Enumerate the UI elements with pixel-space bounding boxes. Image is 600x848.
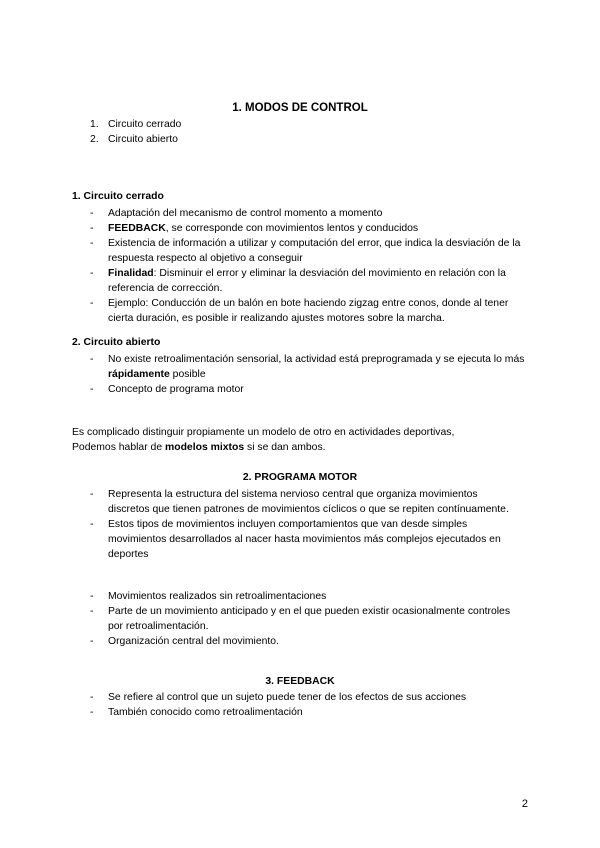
dash-bullet: - [90,606,94,617]
finalidad-term: Finalidad [108,268,154,279]
dash-bullet: - [90,636,94,647]
dash-bullet: - [90,354,94,365]
circuito-abierto-list [90,352,530,397]
dash-bullet: - [90,591,94,602]
dash-bullet: - [90,489,94,500]
list-item: - Ejemplo: Conducción de un balón en bote haciendo zigzag entre conos, donde al tener cierta duración, es posible ir realizando ajustes motores sobre la marcha. [90,298,509,324]
circuito-cerrado-list [90,206,530,326]
heading-modos-de-control: 1. MODOS DE CONTROL [232,102,368,114]
toc-label: Circuito abierto [108,134,178,145]
dash-bullet: - [90,208,94,219]
dash-bullet: - [90,268,94,279]
list-item: - No existe retroalimentación sensorial, la actividad está preprogramada y se ejecuta lo más rápidamente posible [90,354,525,380]
feedback-term: FEEDBACK [108,223,166,234]
dash-bullet: - [90,692,94,703]
toc-number: 1. [90,119,99,130]
programa-motor-list-2 [90,589,510,649]
page-number: 2 [521,798,528,810]
programa-motor-list [90,487,510,562]
dash-bullet: - [90,238,94,249]
list-item: - Estos tipos de movimientos incluyen comportamientos que van desde simples movimientos desarrollados al nacer hasta movimientos más complejos ejecutados en deportes [90,519,501,560]
list-item: - Parte de un movimiento anticipado y en el que pueden existir ocasionalmente controles por retroalimentación. [90,606,511,632]
toc-label: Circuito cerrado [108,119,182,130]
heading-programa-motor: 2. PROGRAMA MOTOR [242,472,358,483]
toc-list [90,117,181,147]
list-item: - Finalidad: Disminuir el error y eliminar la desviación del movimiento en relación con la referencia de corrección. [90,268,506,294]
heading-feedback: 3. FEEDBACK [265,676,335,687]
dash-bullet: - [90,707,94,718]
list-item: - Organización central del movimiento. [90,636,279,647]
section-title-circuito-cerrado: 1. Circuito cerrado [72,191,164,202]
list-item: - Se refiere al control que un sujeto puede tener de los efectos de sus acciones [90,692,467,703]
mixed-models-paragraph: Es complicado distinguir propiamente un modelo de otro en actividades deportivas, Podemos hablar de modelos mixtos si se dan ambos. [72,427,455,453]
dash-bullet: - [90,298,94,309]
dash-bullet: - [90,384,94,395]
list-item: - Movimientos realizados sin retroalimentaciones [90,591,327,602]
toc-number: 2. [90,134,99,145]
list-item: - FEEDBACK, se corresponde con movimientos lentos y conducidos [90,223,419,234]
modelos-mixtos-term: modelos mixtos [165,442,245,453]
list-item: - También conocido como retroalimentación [90,707,303,718]
rapidamente-term: rápidamente [108,369,170,380]
dash-bullet: - [90,519,94,530]
dash-bullet: - [90,223,94,234]
list-item: - Adaptación del mecanismo de control momento a momento [90,208,383,219]
toc-item [90,117,181,132]
list-item: - Existencia de información a utilizar y computación del error, que indica la desviación de la respuesta respecto al objetivo a conseguir [90,238,521,264]
list-item: - Representa la estructura del sistema nervioso central que organiza movimientos discretos que tienen patrones de movimientos cíclicos o que se repiten contínuamente. [90,489,509,515]
section-title-circuito-abierto: 2. Circuito abierto [72,337,161,348]
toc-item [90,132,181,147]
list-item: - Concepto de programa motor [90,384,244,395]
feedback-list [90,690,530,720]
